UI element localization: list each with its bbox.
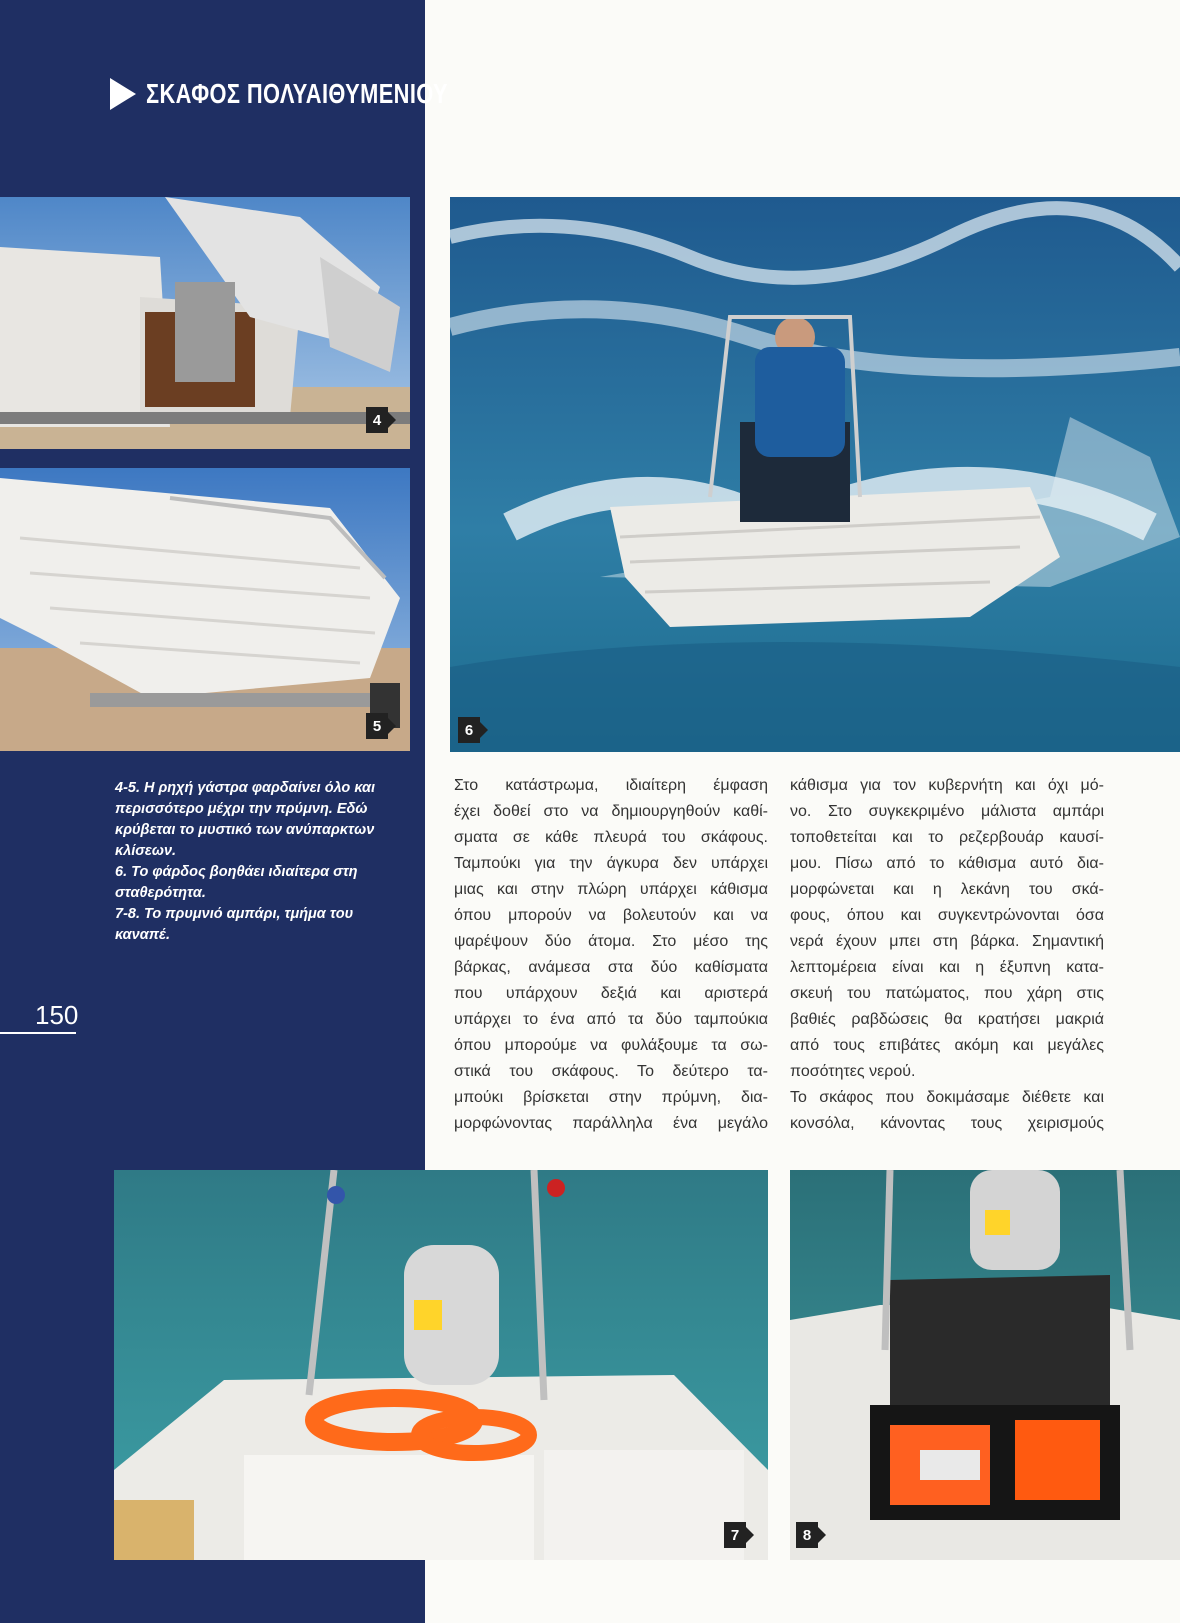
photo-6-boat-underway: [450, 197, 1180, 752]
photo-number-badge: 8: [796, 1522, 818, 1548]
article-line: Στο κατάστρωμα, ιδιαίτερη έμφαση: [454, 777, 768, 794]
play-triangle-icon: [110, 78, 136, 110]
article-line: από τους επιβάτες ακόμη και μεγάλες: [790, 1037, 1104, 1054]
page-number-rule: [0, 1032, 76, 1034]
photo-5-hull: [0, 468, 410, 751]
article-line: Το σκάφος που δοκιμάσαμε διέθετε και: [790, 1089, 1104, 1106]
article-line: που υπάρχουν δεξιά και αριστερά: [454, 985, 768, 1002]
photo-number-badge: 7: [724, 1522, 746, 1548]
photo-7-stern-deck: [114, 1170, 768, 1560]
article-line: τοποθετείται και το ρεζερβουάρ καυσί-: [790, 829, 1104, 846]
article-line: βάρκας, ανάμεσα στα δύο καθίσματα: [454, 959, 768, 976]
article-line: Ταμπούκι για την άγκυρα δεν υπάρχει: [454, 855, 768, 872]
photo-8-open-locker: [790, 1170, 1180, 1560]
caption-line: καναπέ.: [115, 927, 170, 943]
article-line: σματα σε κάθε πλευρά του σκάφους.: [454, 829, 768, 846]
caption-line: 6. Το φάρδος βοηθάει ιδιαίτερα στη: [115, 864, 358, 880]
article-line: μορφώνεται και η λεκάνη του σκά-: [790, 881, 1104, 898]
article-line: νο. Στο συγκεκριμένο μάλιστα αμπάρι: [790, 803, 1104, 820]
article-line: μιας και στην πλώρη υπάρχει κάθισμα: [454, 881, 768, 898]
article-line: λεπτομέρεια είναι και η έξυπνη κατα-: [790, 959, 1104, 976]
caption-line: 4-5. Η ρηχή γάστρα φαρδαίνει όλο και: [115, 780, 375, 796]
caption-line: κρύβεται το μυστικό των ανύπαρκτων: [115, 822, 375, 838]
article-line: έχει δοθεί στο να δημιουργηθούν καθί-: [454, 803, 768, 820]
section-header: [110, 78, 533, 110]
article-line: σκευή του πατώματος, που χάρη στις: [790, 985, 1104, 1002]
article-column-2: [790, 773, 1104, 1137]
article-line: όπου μπορούμε να φυλάξουμε τα σω-: [454, 1037, 768, 1054]
page-number: 150: [35, 1000, 79, 1030]
photo-number-badge: 6: [458, 717, 480, 743]
caption-line: σταθερότητα.: [115, 885, 206, 901]
article-line: μπούκι βρίσκεται στην πρύμνη, δια-: [454, 1089, 768, 1106]
photo-number-badge: 4: [366, 407, 388, 433]
article-line: ψαρέψουν δύο άτομα. Στο μέσο της: [454, 933, 768, 950]
section-title: ΣΚΑΦΟΣ ΠΟΛΥΑΙΘΥΜΕΝΙΟΥ: [146, 78, 449, 109]
article-line: μορφώνοντας παράλληλα ένα μεγάλο: [454, 1115, 768, 1132]
article-line: ποσότητες νερού.: [790, 1063, 916, 1080]
article-line: υπάρχει το ένα από τα δύο ταμπούκια: [454, 1011, 768, 1028]
article-line: φους, όπου και συγκεντρώνονται όσα: [790, 907, 1104, 924]
photo-4-outboard: [0, 197, 410, 449]
caption-line: 7-8. Το πρυμνιό αμπάρι, τμήμα του: [115, 906, 354, 922]
article-line: μου. Πίσω από το κάθισμα αυτό δια-: [790, 855, 1104, 872]
article-line: νερά έχουν μπει στη βάρκα. Σημαντική: [790, 933, 1104, 950]
article-line: βαθιές ραβδώσεις θα κρατήσει μακριά: [790, 1011, 1104, 1028]
article-line: κονσόλα, κάνοντας τους χειρισμούς: [790, 1115, 1104, 1132]
article-line: κάθισμα για τον κυβερνήτη και όχι μό-: [790, 777, 1104, 794]
photo-caption: [115, 778, 395, 946]
article-line: στικά του σκάφους. Το δεύτερο τα-: [454, 1063, 768, 1080]
article-column-1: [454, 773, 768, 1137]
article-line: όπου μπορούν να βολευτούν και να: [454, 907, 768, 924]
photo-number-badge: 5: [366, 713, 388, 739]
caption-line: κλίσεων.: [115, 843, 177, 859]
caption-line: περισσότερο μέχρι την πρύμνη. Εδώ: [115, 801, 368, 817]
